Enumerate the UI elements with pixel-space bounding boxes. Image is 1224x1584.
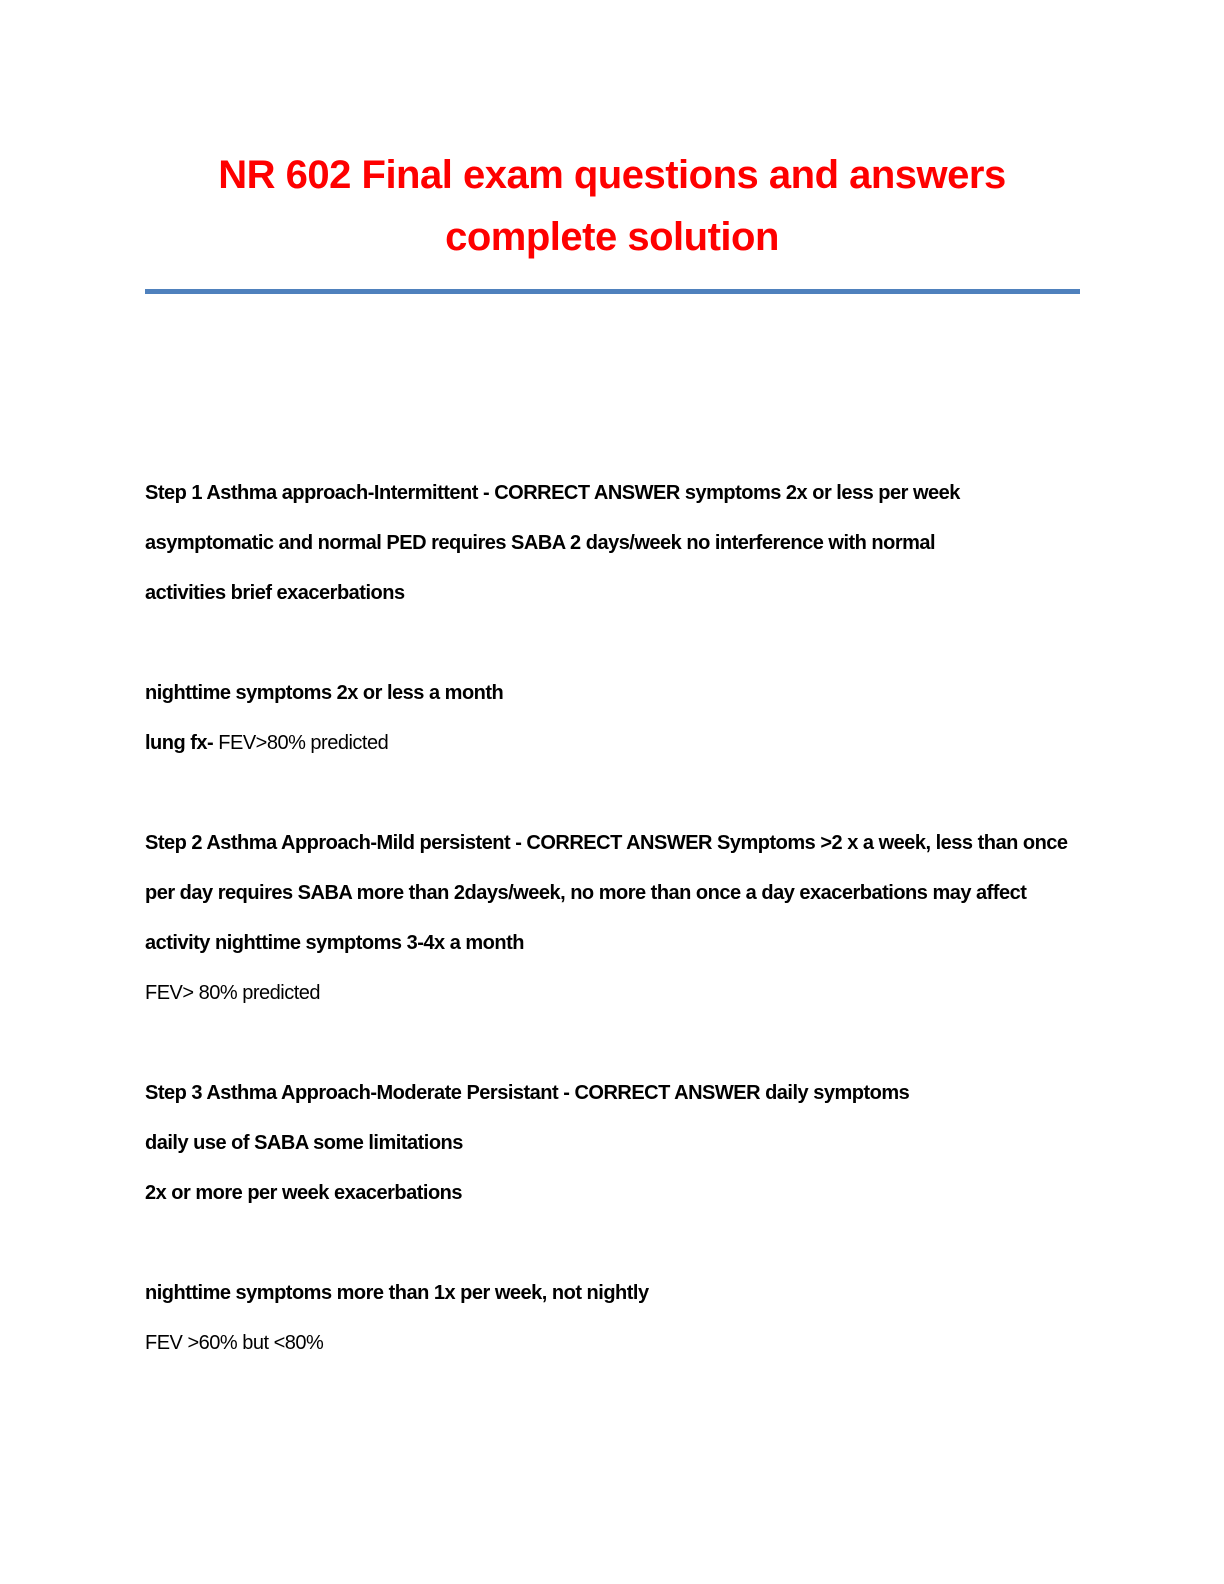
- line-bold-text: nighttime symptoms more than 1x per week, not nightly: [145, 1282, 649, 1304]
- line-bold-text: per day requires SABA more than 2days/week, no more than once a day exacerbations may affect: [145, 882, 1027, 904]
- line-bold-text: activity nighttime symptoms 3-4x a month: [145, 932, 524, 954]
- qa-block-step3-details: [145, 1268, 1105, 1368]
- text-line: [145, 668, 1105, 718]
- line-regular-text: FEV>80% predicted: [218, 732, 389, 754]
- qa-block-step2: [145, 818, 1105, 1018]
- qa-block-step1-details: [145, 668, 1105, 768]
- text-line: [145, 718, 1105, 768]
- line-regular-text: FEV> 80% predicted: [145, 982, 320, 1004]
- text-line: [145, 518, 1105, 568]
- line-bold-text: daily use of SABA some limitations: [145, 1132, 463, 1154]
- text-line: [145, 968, 1105, 1018]
- text-line: [145, 1318, 1105, 1368]
- line-bold-text: activities brief exacerbations: [145, 582, 405, 604]
- document-title: [0, 144, 1224, 268]
- line-bold-text: 2x or more per week exacerbations: [145, 1182, 462, 1204]
- document-body: [145, 468, 1105, 1368]
- text-line: [145, 1068, 1105, 1118]
- text-line: [145, 818, 1105, 868]
- text-line: [145, 1268, 1105, 1318]
- line-bold-text: Step 2 Asthma Approach-Mild persistent - CORRECT ANSWER Symptoms >2 x a week, less than once: [145, 832, 1068, 854]
- text-line: [145, 1118, 1105, 1168]
- qa-block-step3: [145, 1068, 1105, 1218]
- line-bold-text: asymptomatic and normal PED requires SABA 2 days/week no interference with normal: [145, 532, 936, 554]
- text-line: [145, 568, 1105, 618]
- title-line-1: NR 602 Final exam questions and answers: [218, 153, 1006, 197]
- text-line: [145, 868, 1105, 918]
- line-bold-text: Step 1 Asthma approach-Intermittent - CORRECT ANSWER symptoms 2x or less per week: [145, 482, 960, 504]
- text-line: [145, 468, 1105, 518]
- title-underline-rule: [145, 289, 1080, 294]
- qa-block-step1: [145, 468, 1105, 618]
- line-bold-text: lung fx-: [145, 732, 219, 754]
- text-line: [145, 918, 1105, 968]
- line-regular-text: FEV >60% but <80%: [145, 1332, 324, 1354]
- title-line-2: complete solution: [445, 215, 779, 259]
- text-line: [145, 1168, 1105, 1218]
- line-bold-text: nighttime symptoms 2x or less a month: [145, 682, 504, 704]
- line-bold-text: Step 3 Asthma Approach-Moderate Persistant - CORRECT ANSWER daily symptoms: [145, 1082, 910, 1104]
